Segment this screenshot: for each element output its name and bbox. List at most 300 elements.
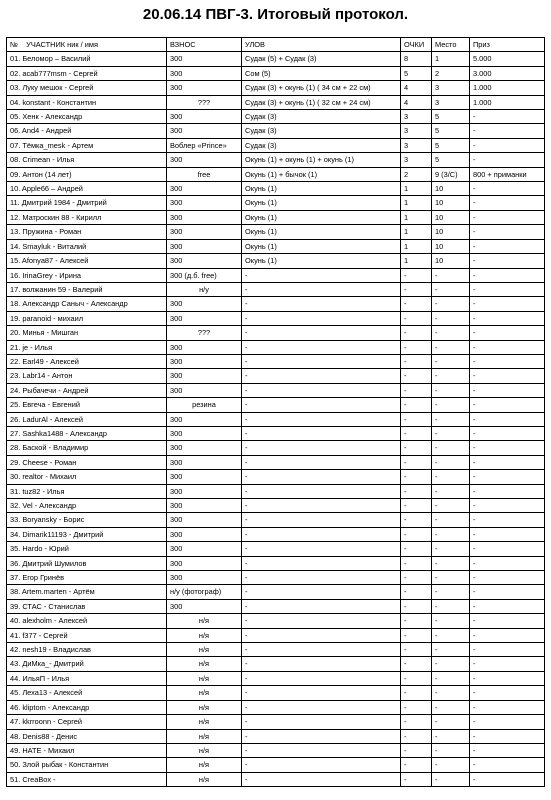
table-row: [7, 470, 545, 484]
prize-cell: -: [470, 441, 545, 455]
catch-cell: Окунь (1): [242, 239, 401, 253]
table-row: [7, 138, 545, 152]
prize-cell: 5.000: [470, 52, 545, 66]
table-row: [7, 686, 545, 700]
table-row: [7, 210, 545, 224]
participant-cell: 25. Евгеча - Евгений: [7, 398, 167, 412]
fee-cell: 300: [167, 66, 242, 80]
catch-cell: Судак (3): [242, 138, 401, 152]
table-row: [7, 282, 545, 296]
header-participant-label: УЧАСТНИК ник / имя: [26, 40, 98, 49]
table-row: [7, 585, 545, 599]
fee-cell: Воблер «Prince»: [167, 138, 242, 152]
participant-cell: 26. LadurAl - Алексей: [7, 412, 167, 426]
catch-cell: -: [242, 354, 401, 368]
prize-cell: -: [470, 210, 545, 224]
points-cell: -: [401, 585, 432, 599]
fee-cell: 300: [167, 513, 242, 527]
catch-cell: Окунь (1): [242, 196, 401, 210]
catch-cell: Окунь (1) + окунь (1) + окунь (1): [242, 153, 401, 167]
prize-cell: -: [470, 412, 545, 426]
prize-cell: -: [470, 326, 545, 340]
table-row: [7, 239, 545, 253]
prize-cell: -: [470, 110, 545, 124]
points-cell: -: [401, 671, 432, 685]
fee-cell: 300: [167, 470, 242, 484]
table-row: [7, 614, 545, 628]
participant-cell: 14. Smayluk - Виталий: [7, 239, 167, 253]
fee-cell: 300: [167, 153, 242, 167]
place-cell: -: [432, 700, 470, 714]
prize-cell: -: [470, 470, 545, 484]
catch-cell: -: [242, 571, 401, 585]
place-cell: -: [432, 542, 470, 556]
prize-cell: -: [470, 700, 545, 714]
participant-cell: 38. Artem.marten - Артём: [7, 585, 167, 599]
participant-cell: 20. Минья - Мишган: [7, 326, 167, 340]
points-cell: -: [401, 527, 432, 541]
catch-cell: -: [242, 643, 401, 657]
place-cell: -: [432, 556, 470, 570]
table-row: [7, 643, 545, 657]
place-cell: -: [432, 715, 470, 729]
table-row: [7, 167, 545, 181]
fee-cell: 300: [167, 571, 242, 585]
participant-cell: 07. Тёмка_mesk - Артем: [7, 138, 167, 152]
prize-cell: -: [470, 743, 545, 757]
participant-cell: 12. Матроскин 88 - Кирилл: [7, 210, 167, 224]
points-cell: -: [401, 700, 432, 714]
place-cell: -: [432, 412, 470, 426]
table-row: [7, 527, 545, 541]
table-row: [7, 599, 545, 613]
participant-cell: 29. Cheese - Роман: [7, 455, 167, 469]
place-cell: 5: [432, 124, 470, 138]
catch-cell: -: [242, 729, 401, 743]
place-cell: -: [432, 484, 470, 498]
place-cell: -: [432, 571, 470, 585]
fee-cell: 300: [167, 542, 242, 556]
table-row: [7, 657, 545, 671]
place-cell: -: [432, 729, 470, 743]
fee-cell: 300: [167, 455, 242, 469]
table-row: [7, 743, 545, 757]
fee-cell: 300: [167, 599, 242, 613]
catch-cell: -: [242, 383, 401, 397]
fee-cell: 300: [167, 311, 242, 325]
fee-cell: резина: [167, 398, 242, 412]
points-cell: -: [401, 729, 432, 743]
points-cell: 1: [401, 225, 432, 239]
fee-cell: 300: [167, 182, 242, 196]
points-cell: -: [401, 326, 432, 340]
fee-cell: н/у: [167, 282, 242, 296]
catch-cell: -: [242, 657, 401, 671]
points-cell: -: [401, 354, 432, 368]
table-row: [7, 182, 545, 196]
prize-cell: -: [470, 499, 545, 513]
points-cell: -: [401, 311, 432, 325]
table-header-row: [7, 38, 545, 52]
points-cell: -: [401, 426, 432, 440]
place-cell: -: [432, 369, 470, 383]
place-cell: 10: [432, 196, 470, 210]
table-row: [7, 426, 545, 440]
fee-cell: free: [167, 167, 242, 181]
catch-cell: -: [242, 297, 401, 311]
table-row: [7, 153, 545, 167]
header-number: №: [10, 40, 18, 49]
participant-cell: 22. Earl49 - Алексей: [7, 354, 167, 368]
points-cell: -: [401, 470, 432, 484]
fee-cell: 300: [167, 499, 242, 513]
catch-cell: -: [242, 513, 401, 527]
participant-cell: 13. Пружина - Роман: [7, 225, 167, 239]
place-cell: -: [432, 311, 470, 325]
catch-cell: Судак (3) + окунь (1) ( 32 см + 24 см): [242, 95, 401, 109]
points-cell: 1: [401, 210, 432, 224]
fee-cell: н/я: [167, 772, 242, 786]
table-row: [7, 398, 545, 412]
place-cell: -: [432, 585, 470, 599]
participant-cell: 39. СТАС - Станислав: [7, 599, 167, 613]
prize-cell: -: [470, 671, 545, 685]
prize-cell: -: [470, 282, 545, 296]
catch-cell: -: [242, 772, 401, 786]
place-cell: -: [432, 513, 470, 527]
place-cell: -: [432, 455, 470, 469]
catch-cell: -: [242, 715, 401, 729]
fee-cell: н/я: [167, 671, 242, 685]
prize-cell: -: [470, 513, 545, 527]
table-row: [7, 556, 545, 570]
participant-cell: 43. ДиМка_- Дмитрий: [7, 657, 167, 671]
points-cell: -: [401, 715, 432, 729]
participant-cell: 36. Дмитрий Шумилов: [7, 556, 167, 570]
participant-cell: 47. kkrroonn - Сергей: [7, 715, 167, 729]
place-cell: 5: [432, 110, 470, 124]
fee-cell: н/я: [167, 628, 242, 642]
points-cell: -: [401, 412, 432, 426]
table-row: [7, 81, 545, 95]
catch-cell: Окунь (1): [242, 210, 401, 224]
participant-cell: 44. ИльяП - Илья: [7, 671, 167, 685]
fee-cell: 300: [167, 426, 242, 440]
participant-cell: 41. f377 - Сергей: [7, 628, 167, 642]
participant-cell: 21. je - Илья: [7, 340, 167, 354]
table-row: [7, 412, 545, 426]
participant-cell: 40. alexholm - Алексей: [7, 614, 167, 628]
participant-cell: 11. Дмитрий 1984 - Дмитрий: [7, 196, 167, 210]
prize-cell: -: [470, 585, 545, 599]
prize-cell: -: [470, 311, 545, 325]
table-row: [7, 52, 545, 66]
prize-cell: -: [470, 484, 545, 498]
participant-cell: 30. realtor - Михаил: [7, 470, 167, 484]
place-cell: -: [432, 758, 470, 772]
table-row: [7, 772, 545, 786]
catch-cell: -: [242, 758, 401, 772]
fee-cell: 300: [167, 369, 242, 383]
table-row: [7, 311, 545, 325]
prize-cell: 800 + приманки: [470, 167, 545, 181]
points-cell: -: [401, 499, 432, 513]
header-fee: ВЗНОС: [167, 38, 242, 52]
prize-cell: -: [470, 254, 545, 268]
points-cell: 1: [401, 182, 432, 196]
fee-cell: 300: [167, 254, 242, 268]
points-cell: -: [401, 758, 432, 772]
place-cell: 3: [432, 81, 470, 95]
fee-cell: 300: [167, 556, 242, 570]
participant-cell: 01. Беломор – Василий: [7, 52, 167, 66]
catch-cell: -: [242, 268, 401, 282]
prize-cell: -: [470, 383, 545, 397]
points-cell: -: [401, 542, 432, 556]
catch-cell: Окунь (1): [242, 254, 401, 268]
points-cell: 1: [401, 196, 432, 210]
place-cell: 10: [432, 239, 470, 253]
catch-cell: -: [242, 527, 401, 541]
participant-cell: 23. Labr14 - Антон: [7, 369, 167, 383]
catch-cell: -: [242, 614, 401, 628]
participant-cell: 03. Луку мешок - Сергей: [7, 81, 167, 95]
table-row: [7, 499, 545, 513]
place-cell: -: [432, 354, 470, 368]
catch-cell: -: [242, 686, 401, 700]
place-cell: -: [432, 340, 470, 354]
catch-cell: Судак (3): [242, 124, 401, 138]
fee-cell: 300: [167, 340, 242, 354]
prize-cell: -: [470, 153, 545, 167]
place-cell: -: [432, 614, 470, 628]
prize-cell: -: [470, 455, 545, 469]
participant-cell: 48. Denis88 - Денис: [7, 729, 167, 743]
place-cell: -: [432, 398, 470, 412]
points-cell: 1: [401, 254, 432, 268]
prize-cell: -: [470, 225, 545, 239]
points-cell: -: [401, 513, 432, 527]
points-cell: 3: [401, 124, 432, 138]
points-cell: -: [401, 772, 432, 786]
prize-cell: -: [470, 268, 545, 282]
place-cell: 2: [432, 66, 470, 80]
catch-cell: -: [242, 412, 401, 426]
participant-cell: 34. Dimarik11193 - Дмитрий: [7, 527, 167, 541]
place-cell: -: [432, 268, 470, 282]
place-cell: -: [432, 282, 470, 296]
header-participant: [7, 38, 167, 52]
prize-cell: 1.000: [470, 81, 545, 95]
points-cell: 3: [401, 110, 432, 124]
prize-cell: -: [470, 628, 545, 642]
catch-cell: -: [242, 743, 401, 757]
catch-cell: -: [242, 398, 401, 412]
catch-cell: Судак (3) + окунь (1) ( 34 см + 22 см): [242, 81, 401, 95]
prize-cell: -: [470, 643, 545, 657]
place-cell: -: [432, 383, 470, 397]
table-row: [7, 671, 545, 685]
points-cell: -: [401, 743, 432, 757]
catch-cell: -: [242, 556, 401, 570]
prize-cell: -: [470, 614, 545, 628]
fee-cell: н/я: [167, 643, 242, 657]
fee-cell: 300: [167, 441, 242, 455]
header-catch: УЛОВ: [242, 38, 401, 52]
table-row: [7, 225, 545, 239]
fee-cell: 300: [167, 196, 242, 210]
catch-cell: -: [242, 628, 401, 642]
fee-cell: н/я: [167, 614, 242, 628]
prize-cell: -: [470, 297, 545, 311]
fee-cell: 300: [167, 527, 242, 541]
catch-cell: -: [242, 542, 401, 556]
catch-cell: -: [242, 484, 401, 498]
place-cell: -: [432, 743, 470, 757]
place-cell: -: [432, 297, 470, 311]
points-cell: -: [401, 643, 432, 657]
catch-cell: -: [242, 700, 401, 714]
fee-cell: 300: [167, 484, 242, 498]
results-table: [6, 37, 545, 787]
points-cell: -: [401, 628, 432, 642]
catch-cell: Судак (3): [242, 110, 401, 124]
table-row: [7, 571, 545, 585]
table-row: [7, 340, 545, 354]
place-cell: 10: [432, 182, 470, 196]
points-cell: -: [401, 282, 432, 296]
participant-cell: 17. волжанин 59 - Валерий: [7, 282, 167, 296]
prize-cell: -: [470, 571, 545, 585]
header-place: Место: [432, 38, 470, 52]
header-points: ОЧКИ: [401, 38, 432, 52]
catch-cell: -: [242, 671, 401, 685]
fee-cell: 300: [167, 52, 242, 66]
fee-cell: н/я: [167, 686, 242, 700]
participant-cell: 18. Александр Саныч - Александр: [7, 297, 167, 311]
catch-cell: Окунь (1): [242, 182, 401, 196]
prize-cell: -: [470, 196, 545, 210]
place-cell: 10: [432, 210, 470, 224]
prize-cell: -: [470, 369, 545, 383]
fee-cell: 300: [167, 225, 242, 239]
participant-cell: 42. nesh19 - Владислав: [7, 643, 167, 657]
participant-cell: 19. paranoid - михаил: [7, 311, 167, 325]
prize-cell: -: [470, 239, 545, 253]
participant-cell: 33. Boryansky - Борис: [7, 513, 167, 527]
catch-cell: Сом (5): [242, 66, 401, 80]
prize-cell: -: [470, 354, 545, 368]
points-cell: -: [401, 686, 432, 700]
catch-cell: -: [242, 455, 401, 469]
table-row: [7, 354, 545, 368]
participant-cell: 51. CreaBox -: [7, 772, 167, 786]
points-cell: -: [401, 455, 432, 469]
participant-cell: 16. IrinaGrey - Ирина: [7, 268, 167, 282]
prize-cell: -: [470, 729, 545, 743]
prize-cell: -: [470, 772, 545, 786]
participant-cell: 04. konstant - Константин: [7, 95, 167, 109]
place-cell: -: [432, 470, 470, 484]
participant-cell: 08. Crimean - Илья: [7, 153, 167, 167]
catch-cell: -: [242, 369, 401, 383]
prize-cell: -: [470, 527, 545, 541]
points-cell: 5: [401, 66, 432, 80]
points-cell: 4: [401, 81, 432, 95]
fee-cell: 300: [167, 110, 242, 124]
table-row: [7, 542, 545, 556]
points-cell: -: [401, 297, 432, 311]
table-row: [7, 455, 545, 469]
place-cell: 5: [432, 153, 470, 167]
place-cell: 10: [432, 254, 470, 268]
table-row: [7, 729, 545, 743]
table-row: [7, 383, 545, 397]
catch-cell: -: [242, 599, 401, 613]
table-row: [7, 484, 545, 498]
points-cell: -: [401, 657, 432, 671]
points-cell: -: [401, 268, 432, 282]
participant-cell: 46. kliptom - Александр: [7, 700, 167, 714]
place-cell: -: [432, 643, 470, 657]
participant-cell: 35. Hardo - Юрий: [7, 542, 167, 556]
fee-cell: ???: [167, 95, 242, 109]
points-cell: 1: [401, 239, 432, 253]
participant-cell: 32. Vel - Александр: [7, 499, 167, 513]
place-cell: -: [432, 686, 470, 700]
catch-cell: -: [242, 340, 401, 354]
place-cell: -: [432, 599, 470, 613]
participant-cell: 09. Антон (14 лет): [7, 167, 167, 181]
table-row: [7, 715, 545, 729]
table-row: [7, 441, 545, 455]
catch-cell: -: [242, 499, 401, 513]
place-cell: -: [432, 671, 470, 685]
prize-cell: -: [470, 599, 545, 613]
fee-cell: 300: [167, 210, 242, 224]
fee-cell: н/я: [167, 758, 242, 772]
place-cell: -: [432, 772, 470, 786]
table-row: [7, 110, 545, 124]
catch-cell: Окунь (1) + бычок (1): [242, 167, 401, 181]
fee-cell: н/у (фотограф): [167, 585, 242, 599]
participant-cell: 05. Хенк - Александр: [7, 110, 167, 124]
prize-cell: -: [470, 715, 545, 729]
header-prize: Приз: [470, 38, 545, 52]
prize-cell: 3.000: [470, 66, 545, 80]
catch-cell: -: [242, 441, 401, 455]
points-cell: -: [401, 571, 432, 585]
place-cell: 1: [432, 52, 470, 66]
catch-cell: Судак (5) + Судак (3): [242, 52, 401, 66]
participant-cell: 27. Sashka1488 - Александр: [7, 426, 167, 440]
table-row: [7, 268, 545, 282]
prize-cell: -: [470, 426, 545, 440]
table-row: [7, 124, 545, 138]
place-cell: -: [432, 426, 470, 440]
participant-cell: 15. Afonya87 - Алексей: [7, 254, 167, 268]
catch-cell: -: [242, 470, 401, 484]
prize-cell: -: [470, 398, 545, 412]
fee-cell: 300: [167, 412, 242, 426]
participant-cell: 28. Баской - Владимир: [7, 441, 167, 455]
fee-cell: 300: [167, 354, 242, 368]
table-row: [7, 369, 545, 383]
fee-cell: н/я: [167, 657, 242, 671]
catch-cell: -: [242, 326, 401, 340]
table-row: [7, 196, 545, 210]
participant-cell: 50. Злой рыбак - Константин: [7, 758, 167, 772]
